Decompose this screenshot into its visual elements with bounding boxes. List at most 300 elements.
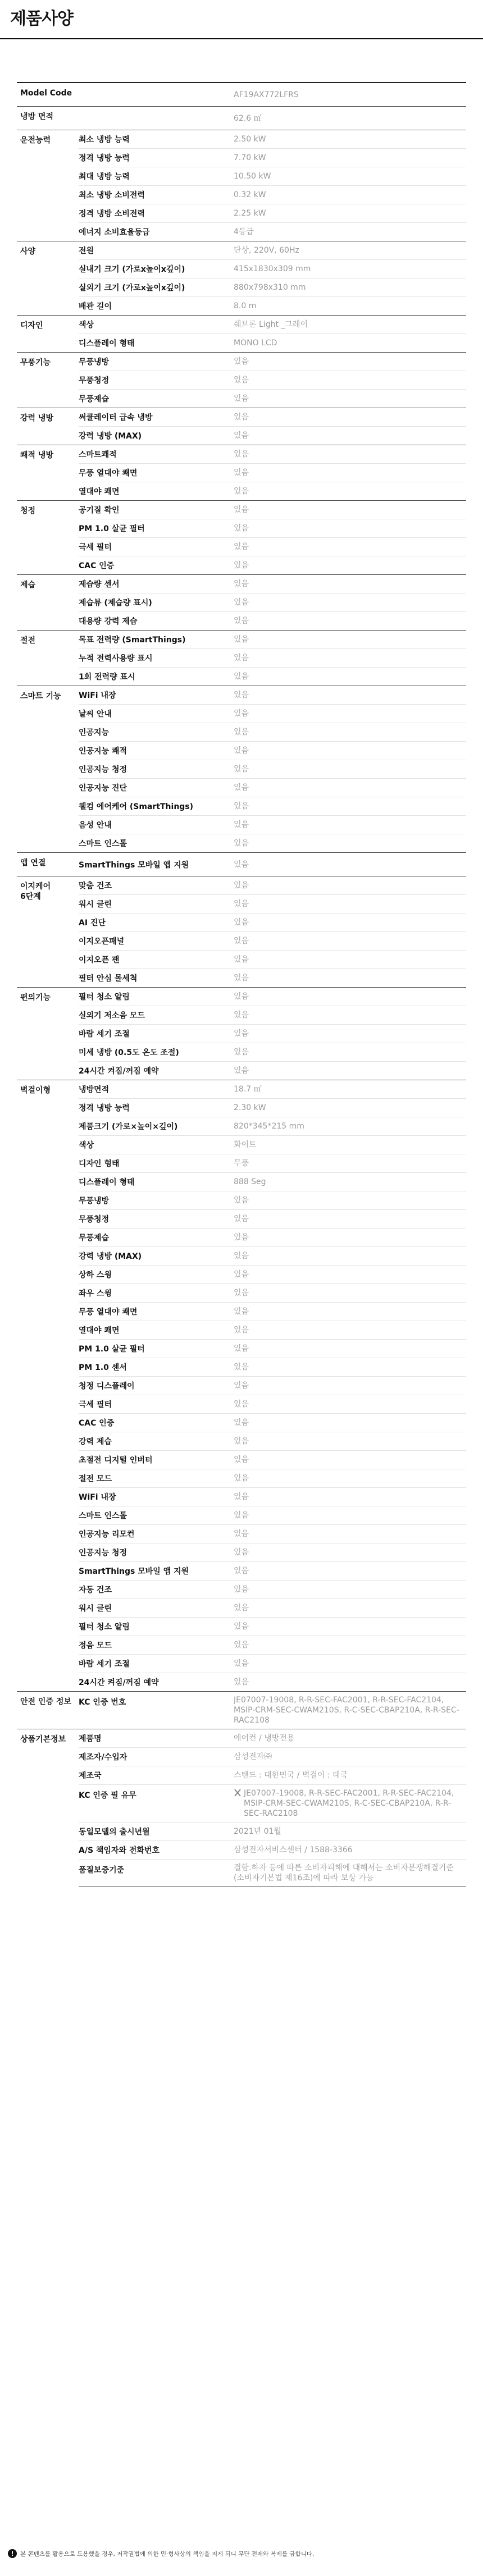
spec-row <box>17 1210 466 1228</box>
spec-value: 있음 <box>234 951 466 969</box>
spec-value: 있음 <box>234 1506 466 1525</box>
spec-row <box>17 167 466 186</box>
spec-label: 미세 냉방 (0.5도 온도 조절) <box>79 1043 234 1062</box>
spec-label: 스마트 인스톨 <box>79 1506 234 1525</box>
spec-value: 있음 <box>234 445 466 464</box>
spec-label: PM 1.0 살균 필터 <box>79 519 234 538</box>
spec-value: 있음 <box>234 1006 466 1025</box>
spec-value: 있음 <box>234 705 466 723</box>
spec-category: Model Code <box>17 83 79 107</box>
spec-label: 이지오픈 팬 <box>79 951 234 969</box>
spec-label: 누적 전력사용량 표시 <box>79 649 234 668</box>
spec-label: 극세 필터 <box>79 538 234 556</box>
spec-label: 색상 <box>79 1136 234 1154</box>
spec-value: 있음 <box>234 816 466 834</box>
spec-value: 8.0 m <box>234 297 466 316</box>
spec-label: 제습뷰 (제습량 표시) <box>79 593 234 612</box>
spec-row <box>17 519 466 538</box>
spec-label: CAC 인증 <box>79 556 234 575</box>
spec-row <box>17 1469 466 1488</box>
spec-row <box>17 1340 466 1358</box>
spec-label: 전원 <box>79 241 234 260</box>
spec-value: 있음 <box>234 1488 466 1506</box>
spec-label <box>79 83 234 107</box>
spec-value: 있음 <box>234 1377 466 1395</box>
spec-label: 에너지 소비효율등급 <box>79 223 234 241</box>
spec-value: 820*345*215 mm <box>234 1117 466 1136</box>
spec-value: 있음 <box>234 1210 466 1228</box>
spec-value: 있음 <box>234 1340 466 1358</box>
spec-category: 스마트 기능 <box>17 686 79 853</box>
spec-value: JE07007-19008, R-R-SEC-FAC2001, R-R-SEC-FAC2104, MSIP-CRM-SEC-CWAM210S, R-C-SEC-CBAP210A, R-R-SEC-RAC2108 <box>244 1789 454 1818</box>
spec-label: 스마트 인스톨 <box>79 834 234 853</box>
spec-table <box>17 82 466 1887</box>
spec-label: 인공지능 <box>79 723 234 742</box>
spec-label: 무풍 열대야 쾌면 <box>79 464 234 482</box>
spec-row <box>17 853 466 876</box>
spec-label: 열대야 쾌면 <box>79 1321 234 1340</box>
spec-category: 편의기능 <box>17 988 79 1080</box>
spec-value: 2021년 01월 <box>234 1823 466 1841</box>
spec-label: 필터 청소 알림 <box>79 1618 234 1636</box>
spec-row <box>17 1284 466 1303</box>
spec-value: 있음 <box>234 1655 466 1673</box>
spec-label: 맞춤 건조 <box>79 876 234 895</box>
spec-label: 품질보증기준 <box>79 1860 234 1887</box>
spec-label: 실외기 저소음 모드 <box>79 1006 234 1025</box>
spec-value: 있음 <box>234 1025 466 1043</box>
spec-value: MONO LCD <box>234 334 466 353</box>
spec-value: 쉐브론 Light _그레이 <box>234 316 466 334</box>
spec-value: 있음 <box>234 779 466 797</box>
spec-label: 강력 제습 <box>79 1432 234 1451</box>
spec-row <box>17 1191 466 1210</box>
spec-label: 스마트쾌적 <box>79 445 234 464</box>
spec-value: 있음 <box>234 1062 466 1080</box>
spec-label: PM 1.0 센서 <box>79 1358 234 1377</box>
spec-row <box>17 1692 466 1729</box>
spec-value: 10.50 kW <box>234 167 466 186</box>
spec-value: 있음 <box>234 1673 466 1692</box>
spec-value: 삼성전자㈜ <box>234 1748 466 1766</box>
spec-value: 있음 <box>234 742 466 760</box>
spec-row <box>17 593 466 612</box>
spec-row <box>17 797 466 816</box>
spec-value: 있음 <box>234 1228 466 1247</box>
spec-category: 운전능력 <box>17 130 79 241</box>
spec-label: 인공지능 청정 <box>79 1543 234 1562</box>
spec-label: WiFi 내장 <box>79 686 234 705</box>
spec-value: 있음 <box>234 1043 466 1062</box>
spec-row <box>17 742 466 760</box>
spec-label: WiFi 내장 <box>79 1488 234 1506</box>
spec-row <box>17 723 466 742</box>
spec-value: 있음 <box>234 575 466 593</box>
spec-value: 있음 <box>234 1414 466 1432</box>
spec-label <box>79 107 234 130</box>
spec-row <box>17 932 466 951</box>
spec-value: 있음 <box>234 853 466 876</box>
copyright-notice <box>8 2549 475 2558</box>
spec-row <box>17 1451 466 1469</box>
spec-row <box>17 260 466 278</box>
spec-value: 있음 <box>234 988 466 1006</box>
spec-value: 있음 <box>234 556 466 575</box>
spec-value: 에어컨 / 냉방전용 <box>234 1729 466 1748</box>
spec-label: 강력 냉방 (MAX) <box>79 427 234 445</box>
spec-row <box>17 668 466 686</box>
spec-row <box>17 612 466 631</box>
spec-value: 있음 <box>234 593 466 612</box>
spec-label: 목표 전력량 (SmartThings) <box>79 631 234 649</box>
spec-row <box>17 371 466 390</box>
spec-value: 있음 <box>234 482 466 501</box>
spec-row <box>17 445 466 464</box>
spec-label: 실외기 크기 (가로x높이x깊이) <box>79 278 234 297</box>
kc-value-wrap <box>234 1788 463 1819</box>
spec-value: 있음 <box>234 969 466 988</box>
spec-category: 사양 <box>17 241 79 316</box>
spec-row <box>17 834 466 853</box>
spec-row <box>17 895 466 914</box>
spec-label: 색상 <box>79 316 234 334</box>
spec-value: 있음 <box>234 427 466 445</box>
spec-label: 정격 냉방 능력 <box>79 149 234 167</box>
spec-label: 워시 클린 <box>79 895 234 914</box>
spec-value: 있음 <box>234 760 466 779</box>
spec-label: 제습량 센서 <box>79 575 234 593</box>
spec-label: 제조국 <box>79 1766 234 1785</box>
spec-row <box>17 1841 466 1860</box>
spec-value: 4등급 <box>234 223 466 241</box>
spec-label: 필터 청소 알림 <box>79 988 234 1006</box>
spec-label: 날씨 안내 <box>79 705 234 723</box>
spec-label: 무풍청정 <box>79 371 234 390</box>
spec-category: 쾌적 냉방 <box>17 445 79 501</box>
spec-value: 있음 <box>234 1451 466 1469</box>
spec-row <box>17 1729 466 1748</box>
spec-label: 제품크기 (가로×높이×깊이) <box>79 1117 234 1136</box>
spec-row <box>17 1488 466 1506</box>
warning-icon: ! <box>8 2549 17 2558</box>
spec-value: 415x1830x309 mm <box>234 260 466 278</box>
spec-label: 극세 필터 <box>79 1395 234 1414</box>
spec-row <box>17 408 466 427</box>
spec-row <box>17 83 466 107</box>
spec-row <box>17 334 466 353</box>
spec-label: 무풍제습 <box>79 1228 234 1247</box>
spec-label: 인공지능 쾌적 <box>79 742 234 760</box>
spec-row <box>17 1432 466 1451</box>
spec-value: 삼성전자서비스센터 / 1588-3366 <box>234 1841 466 1860</box>
spec-value: 있음 <box>234 538 466 556</box>
spec-row <box>17 149 466 167</box>
spec-value: 있음 <box>234 1266 466 1284</box>
spec-row <box>17 107 466 130</box>
spec-row <box>17 186 466 204</box>
spec-label: KC 인증 필 유무 <box>79 1785 234 1823</box>
spec-row <box>17 241 466 260</box>
spec-row <box>17 1618 466 1636</box>
spec-category: 상품기본정보 <box>17 1729 79 1887</box>
spec-row <box>17 316 466 334</box>
spec-value: 있음 <box>234 1581 466 1599</box>
spec-row <box>17 130 466 149</box>
spec-row <box>17 1173 466 1191</box>
spec-value: 화이트 <box>234 1136 466 1154</box>
page-title: 제품사양 <box>10 9 73 29</box>
spec-value: 있음 <box>234 649 466 668</box>
spec-row <box>17 1099 466 1117</box>
spec-label: 배관 길이 <box>79 297 234 316</box>
spec-row <box>17 1025 466 1043</box>
spec-category: 안전 인증 정보 <box>17 1692 79 1729</box>
spec-row <box>17 482 466 501</box>
spec-value: 있음 <box>234 1562 466 1581</box>
spec-value: 888 Seg <box>234 1173 466 1191</box>
spec-value: 있음 <box>234 1284 466 1303</box>
spec-label: 공기질 확인 <box>79 501 234 519</box>
spec-row <box>17 686 466 705</box>
spec-label: PM 1.0 살균 필터 <box>79 1340 234 1358</box>
spec-label: 24시간 켜짐/꺼짐 예약 <box>79 1673 234 1692</box>
spec-row <box>17 1321 466 1340</box>
spec-row <box>17 760 466 779</box>
spec-label: 인공지능 리모컨 <box>79 1525 234 1543</box>
spec-value: 있음 <box>234 519 466 538</box>
spec-label: 최소 냉방 소비전력 <box>79 186 234 204</box>
spec-category: 청정 <box>17 501 79 575</box>
spec-label: 동일모델의 출시년월 <box>79 1823 234 1841</box>
spec-value: 있음 <box>234 1469 466 1488</box>
spec-row <box>17 816 466 834</box>
spec-label: 바람 세기 조절 <box>79 1025 234 1043</box>
spec-row <box>17 204 466 223</box>
spec-row <box>17 297 466 316</box>
spec-label: 정음 모드 <box>79 1636 234 1655</box>
spec-label: 워시 클린 <box>79 1599 234 1618</box>
spec-value: 있음 <box>234 723 466 742</box>
spec-value: JE07007-19008, R-R-SEC-FAC2001, R-R-SEC-FAC2104, MSIP-CRM-SEC-CWAM210S, R-C-SEC-CBAP210A, R-R-SEC-RAC2108 <box>234 1692 466 1729</box>
spec-value: AF19AX772LFRS <box>234 83 466 107</box>
spec-row <box>17 556 466 575</box>
spec-row <box>17 1823 466 1841</box>
spec-label: A/S 책임자와 전화번호 <box>79 1841 234 1860</box>
spec-row <box>17 427 466 445</box>
spec-value: 62.6 ㎡ <box>234 107 466 130</box>
spec-row <box>17 914 466 932</box>
spec-row <box>17 1062 466 1080</box>
spec-row <box>17 1006 466 1025</box>
spec-row <box>17 464 466 482</box>
spec-value: 18.7 ㎡ <box>234 1080 466 1099</box>
spec-row <box>17 1562 466 1581</box>
spec-value: 있음 <box>234 1247 466 1266</box>
title-divider <box>0 38 483 39</box>
spec-value: 있음 <box>234 631 466 649</box>
spec-label: 냉방면적 <box>79 1080 234 1099</box>
spec-row <box>17 501 466 519</box>
spec-value: 단상, 220V, 60Hz <box>234 241 466 260</box>
spec-value: 2.50 kW <box>234 130 466 149</box>
spec-value: 있음 <box>234 914 466 932</box>
spec-value: 있음 <box>234 353 466 371</box>
spec-row <box>17 1506 466 1525</box>
spec-label: AI 진단 <box>79 914 234 932</box>
spec-label: 이지오픈패널 <box>79 932 234 951</box>
spec-label: 강력 냉방 (MAX) <box>79 1247 234 1266</box>
spec-label: 1회 전력량 표시 <box>79 668 234 686</box>
spec-label: 좌우 스윙 <box>79 1284 234 1303</box>
spec-row <box>17 705 466 723</box>
spec-value: 있음 <box>234 1321 466 1340</box>
kc-certification-icon <box>234 1788 241 1797</box>
spec-value: 있음 <box>234 1543 466 1562</box>
spec-value: 있음 <box>234 390 466 408</box>
spec-label: 24시간 켜짐/꺼짐 예약 <box>79 1062 234 1080</box>
spec-row <box>17 1599 466 1618</box>
spec-value: 스탠드 : 대한민국 / 벽걸이 : 태국 <box>234 1766 466 1785</box>
spec-row <box>17 1117 466 1136</box>
spec-label: 정격 냉방 능력 <box>79 1099 234 1117</box>
spec-row <box>17 1673 466 1692</box>
spec-value: 880x798x310 mm <box>234 278 466 297</box>
spec-row <box>17 538 466 556</box>
spec-label: SmartThings 모바일 앱 지원 <box>79 1562 234 1581</box>
spec-category: 앱 연결 <box>17 853 79 876</box>
spec-label: 자동 건조 <box>79 1581 234 1599</box>
spec-label: 제조자/수입자 <box>79 1748 234 1766</box>
spec-label: 인공지능 청정 <box>79 760 234 779</box>
spec-category: 제습 <box>17 575 79 631</box>
spec-label: 무풍청정 <box>79 1210 234 1228</box>
spec-category: 이지케어 6단계 <box>17 876 79 988</box>
spec-row <box>17 575 466 593</box>
spec-row <box>17 1043 466 1062</box>
spec-label: 최소 냉방 능력 <box>79 130 234 149</box>
spec-row <box>17 779 466 797</box>
spec-label: 디스플레이 형태 <box>79 334 234 353</box>
spec-row <box>17 649 466 668</box>
spec-value: 있음 <box>234 1303 466 1321</box>
spec-value: 있음 <box>234 1432 466 1451</box>
spec-label: 써큘레이터 급속 냉방 <box>79 408 234 427</box>
spec-value: 있음 <box>234 686 466 705</box>
spec-value: 있음 <box>234 464 466 482</box>
spec-row <box>17 631 466 649</box>
spec-value: 결함.하자 등에 따른 소비자피해에 대해서는 소비자분쟁해결기준(소비자기본법 제16조)에 따라 보상 가능 <box>234 1860 466 1887</box>
spec-label: 정격 냉방 소비전력 <box>79 204 234 223</box>
spec-row <box>17 1766 466 1785</box>
spec-label: 실내기 크기 (가로x높이x깊이) <box>79 260 234 278</box>
spec-label: 웰컴 에어케어 (SmartThings) <box>79 797 234 816</box>
spec-label: CAC 인증 <box>79 1414 234 1432</box>
spec-row <box>17 1581 466 1599</box>
spec-row <box>17 1154 466 1173</box>
spec-row <box>17 223 466 241</box>
spec-label: 음성 안내 <box>79 816 234 834</box>
spec-category: 디자인 <box>17 316 79 353</box>
spec-label: 무풍냉방 <box>79 353 234 371</box>
spec-value: 있음 <box>234 371 466 390</box>
spec-value: 2.30 kW <box>234 1099 466 1117</box>
spec-row <box>17 1303 466 1321</box>
spec-row <box>17 1543 466 1562</box>
spec-row <box>17 1414 466 1432</box>
spec-row <box>17 1358 466 1377</box>
spec-label: 디자인 형태 <box>79 1154 234 1173</box>
spec-label: 초절전 디지털 인버터 <box>79 1451 234 1469</box>
spec-label: 필터 안심 몰세척 <box>79 969 234 988</box>
spec-row <box>17 1377 466 1395</box>
spec-row <box>17 951 466 969</box>
spec-label: 디스플레이 형태 <box>79 1173 234 1191</box>
spec-value: 있음 <box>234 668 466 686</box>
spec-row <box>17 988 466 1006</box>
spec-label: 대용량 강력 제습 <box>79 612 234 631</box>
spec-value: 있음 <box>234 834 466 853</box>
spec-label: SmartThings 모바일 앱 지원 <box>79 853 234 876</box>
spec-value: 있음 <box>234 1636 466 1655</box>
spec-row <box>17 353 466 371</box>
spec-value: 있음 <box>234 612 466 631</box>
spec-value: 있음 <box>234 1618 466 1636</box>
spec-value: 있음 <box>234 1191 466 1210</box>
spec-value: 있음 <box>234 408 466 427</box>
spec-label: 제품명 <box>79 1729 234 1748</box>
spec-value: 있음 <box>234 1599 466 1618</box>
spec-row <box>17 1266 466 1284</box>
spec-value: 있음 <box>234 501 466 519</box>
copyright-text: 본 콘텐츠를 활용으로 도용했을 경우, 저작권법에 의한 민·형사상의 책임을 지게 되니 무단 전재와 복제를 금합니다. <box>20 2550 315 2557</box>
spec-row <box>17 1525 466 1543</box>
spec-row <box>17 1860 466 1887</box>
spec-value: 있음 <box>234 1395 466 1414</box>
spec-value: 있음 <box>234 876 466 895</box>
spec-row <box>17 1655 466 1673</box>
spec-category: 벽걸이형 <box>17 1080 79 1692</box>
spec-label: KC 인증 번호 <box>79 1692 234 1729</box>
spec-value: 무풍 <box>234 1154 466 1173</box>
spec-row <box>17 1748 466 1766</box>
spec-label: 무풍 열대야 쾌면 <box>79 1303 234 1321</box>
spec-label: 상하 스윙 <box>79 1266 234 1284</box>
spec-row <box>17 1785 466 1823</box>
spec-label: 절전 모드 <box>79 1469 234 1488</box>
spec-category: 무풍기능 <box>17 353 79 408</box>
spec-label: 청정 디스플레이 <box>79 1377 234 1395</box>
spec-value: 0.32 kW <box>234 186 466 204</box>
spec-value: 있음 <box>234 932 466 951</box>
spec-row <box>17 1136 466 1154</box>
spec-row <box>17 1395 466 1414</box>
spec-value: 있음 <box>234 1358 466 1377</box>
spec-category: 절전 <box>17 631 79 686</box>
spec-label: 무풍제습 <box>79 390 234 408</box>
spec-category: 강력 냉방 <box>17 408 79 445</box>
spec-label: 바람 세기 조절 <box>79 1655 234 1673</box>
spec-row <box>17 278 466 297</box>
spec-value: 있음 <box>234 797 466 816</box>
spec-row <box>17 1636 466 1655</box>
spec-value: 2.25 kW <box>234 204 466 223</box>
spec-row <box>17 1247 466 1266</box>
spec-row <box>17 969 466 988</box>
spec-value: 있음 <box>234 1525 466 1543</box>
spec-value: 있음 <box>234 895 466 914</box>
spec-category: 냉방 면적 <box>17 107 79 130</box>
spec-value: 7.70 kW <box>234 149 466 167</box>
